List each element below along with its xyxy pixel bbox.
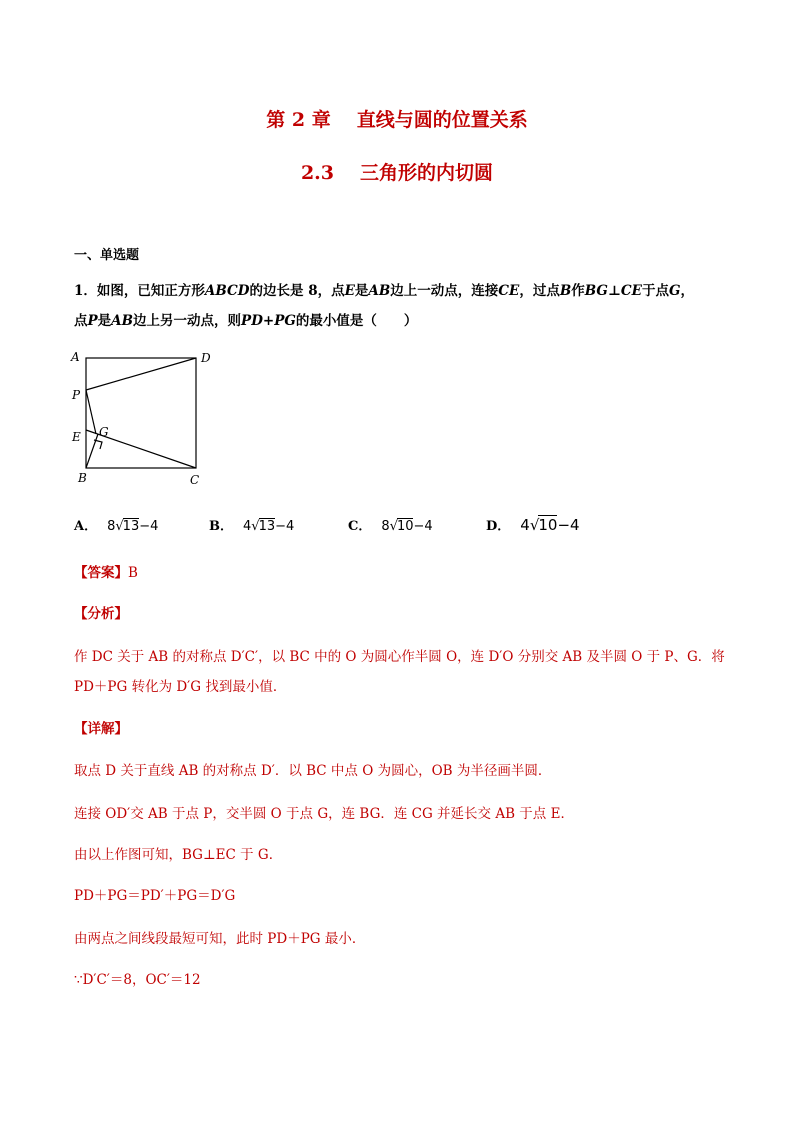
option-tail: −4 (557, 516, 580, 534)
analysis-line-2: PD＋PG 转化为 D′G 找到最小值． (74, 679, 287, 695)
segment-pd (86, 358, 196, 390)
question-text: ，过点 (519, 283, 560, 299)
question-line-1 (74, 281, 694, 301)
label-c: C (190, 473, 200, 487)
sqrt-icon: √ (115, 519, 124, 534)
chapter-number: 第 2 章 (266, 109, 331, 131)
question-text: 点 (74, 313, 88, 329)
analysis-label: 【分析】 (74, 606, 128, 622)
section-title (0, 158, 794, 185)
label-g: G (99, 425, 109, 439)
math-var: B (559, 283, 572, 299)
question-text: 于点 (641, 283, 669, 299)
option-letter: B． (209, 519, 233, 534)
math-var: AB (111, 313, 134, 329)
chapter-name: 直线与圆的位置关系 (356, 109, 528, 131)
answer-label: 【答案】 (74, 565, 128, 581)
option-radicand: 13 (258, 519, 276, 534)
option-d[interactable] (486, 515, 580, 534)
section-name: 三角形的内切圆 (360, 162, 494, 184)
answer-value: B (128, 565, 138, 581)
option-c[interactable] (348, 515, 433, 534)
detail-line: 由以上作图可知，BG⊥EC 于 G． (74, 847, 283, 863)
option-letter: C． (348, 519, 372, 534)
math-var: CE (620, 283, 642, 299)
detail-line: PD＋PG＝PD′＋PG＝D′G (74, 888, 236, 904)
option-coefficient: 4 (520, 516, 530, 534)
analysis-line-1: 作 DC 关于 AB 的对称点 D′C′，以 BC 中的 O 为圆心作半圆 O，连 D′O 分别交 AB 及半圆 O 于 P、G．将 (74, 649, 725, 665)
question-text: 作 (571, 283, 585, 299)
math-var: AB (368, 283, 391, 299)
section-number: 2.3 (300, 162, 335, 184)
math-var: G (668, 283, 681, 299)
math-var: CE (498, 283, 520, 299)
detail-line: ∵D′C′＝8，OC′＝12 (74, 972, 201, 988)
question-text: 是 (97, 313, 112, 329)
math-var: BG (584, 283, 608, 299)
question-text: 的最小值是（ ） (295, 313, 418, 329)
section-heading: 一、单选题 (74, 248, 140, 263)
option-coefficient: 4 (243, 519, 252, 534)
question-number: 1． (74, 283, 97, 299)
label-a: A (71, 350, 80, 364)
detail-line: 取点 D 关于直线 AB 的对称点 D′．以 BC 中点 O 为圆心，OB 为半径画半圆． (74, 763, 552, 779)
label-b: B (78, 471, 87, 485)
question-text: ， (680, 283, 694, 299)
chapter-title (0, 105, 794, 132)
detail-line: 连接 OD′交 AB 于点 P，交半圆 O 于点 G，连 BG．连 CG 并延长交 AB 于点 E． (74, 806, 574, 822)
segment-pg (86, 390, 96, 434)
option-letter: D． (486, 519, 511, 534)
option-tail: −4 (413, 519, 433, 534)
question-text: 的边长是 8，点 (249, 283, 345, 299)
math-var: E (344, 283, 355, 299)
option-tail: −4 (275, 519, 295, 534)
question-line-2 (74, 311, 417, 331)
option-radicand: 10 (396, 519, 414, 534)
detail-label: 【详解】 (74, 721, 128, 737)
question-text: 是 (354, 283, 369, 299)
label-e: E (72, 430, 81, 444)
label-p: P (72, 388, 81, 402)
question-text: 边上另一动点，则 (133, 313, 242, 329)
math-var: P (87, 313, 98, 329)
option-coefficient: 8 (107, 519, 116, 534)
segment-bg (86, 434, 98, 468)
sqrt-icon: √ (389, 519, 398, 534)
math-var: ABCD (204, 283, 250, 299)
question-text: 如图，已知正方形 (96, 283, 205, 299)
option-a[interactable] (74, 515, 158, 534)
detail-line: 由两点之间线段最短可知，此时 PD＋PG 最小． (74, 931, 366, 947)
option-b[interactable] (209, 515, 294, 534)
option-coefficient: 8 (381, 519, 390, 534)
answer-line (74, 563, 138, 583)
math-var: PD+PG (241, 313, 296, 329)
geometry-figure (66, 346, 216, 491)
option-radicand: 13 (122, 519, 140, 534)
question-text: 边上一动点，连接 (390, 283, 499, 299)
sqrt-icon: √ (251, 519, 260, 534)
option-radicand: 10 (538, 516, 558, 534)
sqrt-icon: √ (529, 516, 540, 534)
option-letter: A． (74, 519, 98, 534)
label-d: D (201, 351, 211, 365)
option-tail: −4 (139, 519, 159, 534)
perp-symbol: ⊥ (607, 283, 621, 299)
